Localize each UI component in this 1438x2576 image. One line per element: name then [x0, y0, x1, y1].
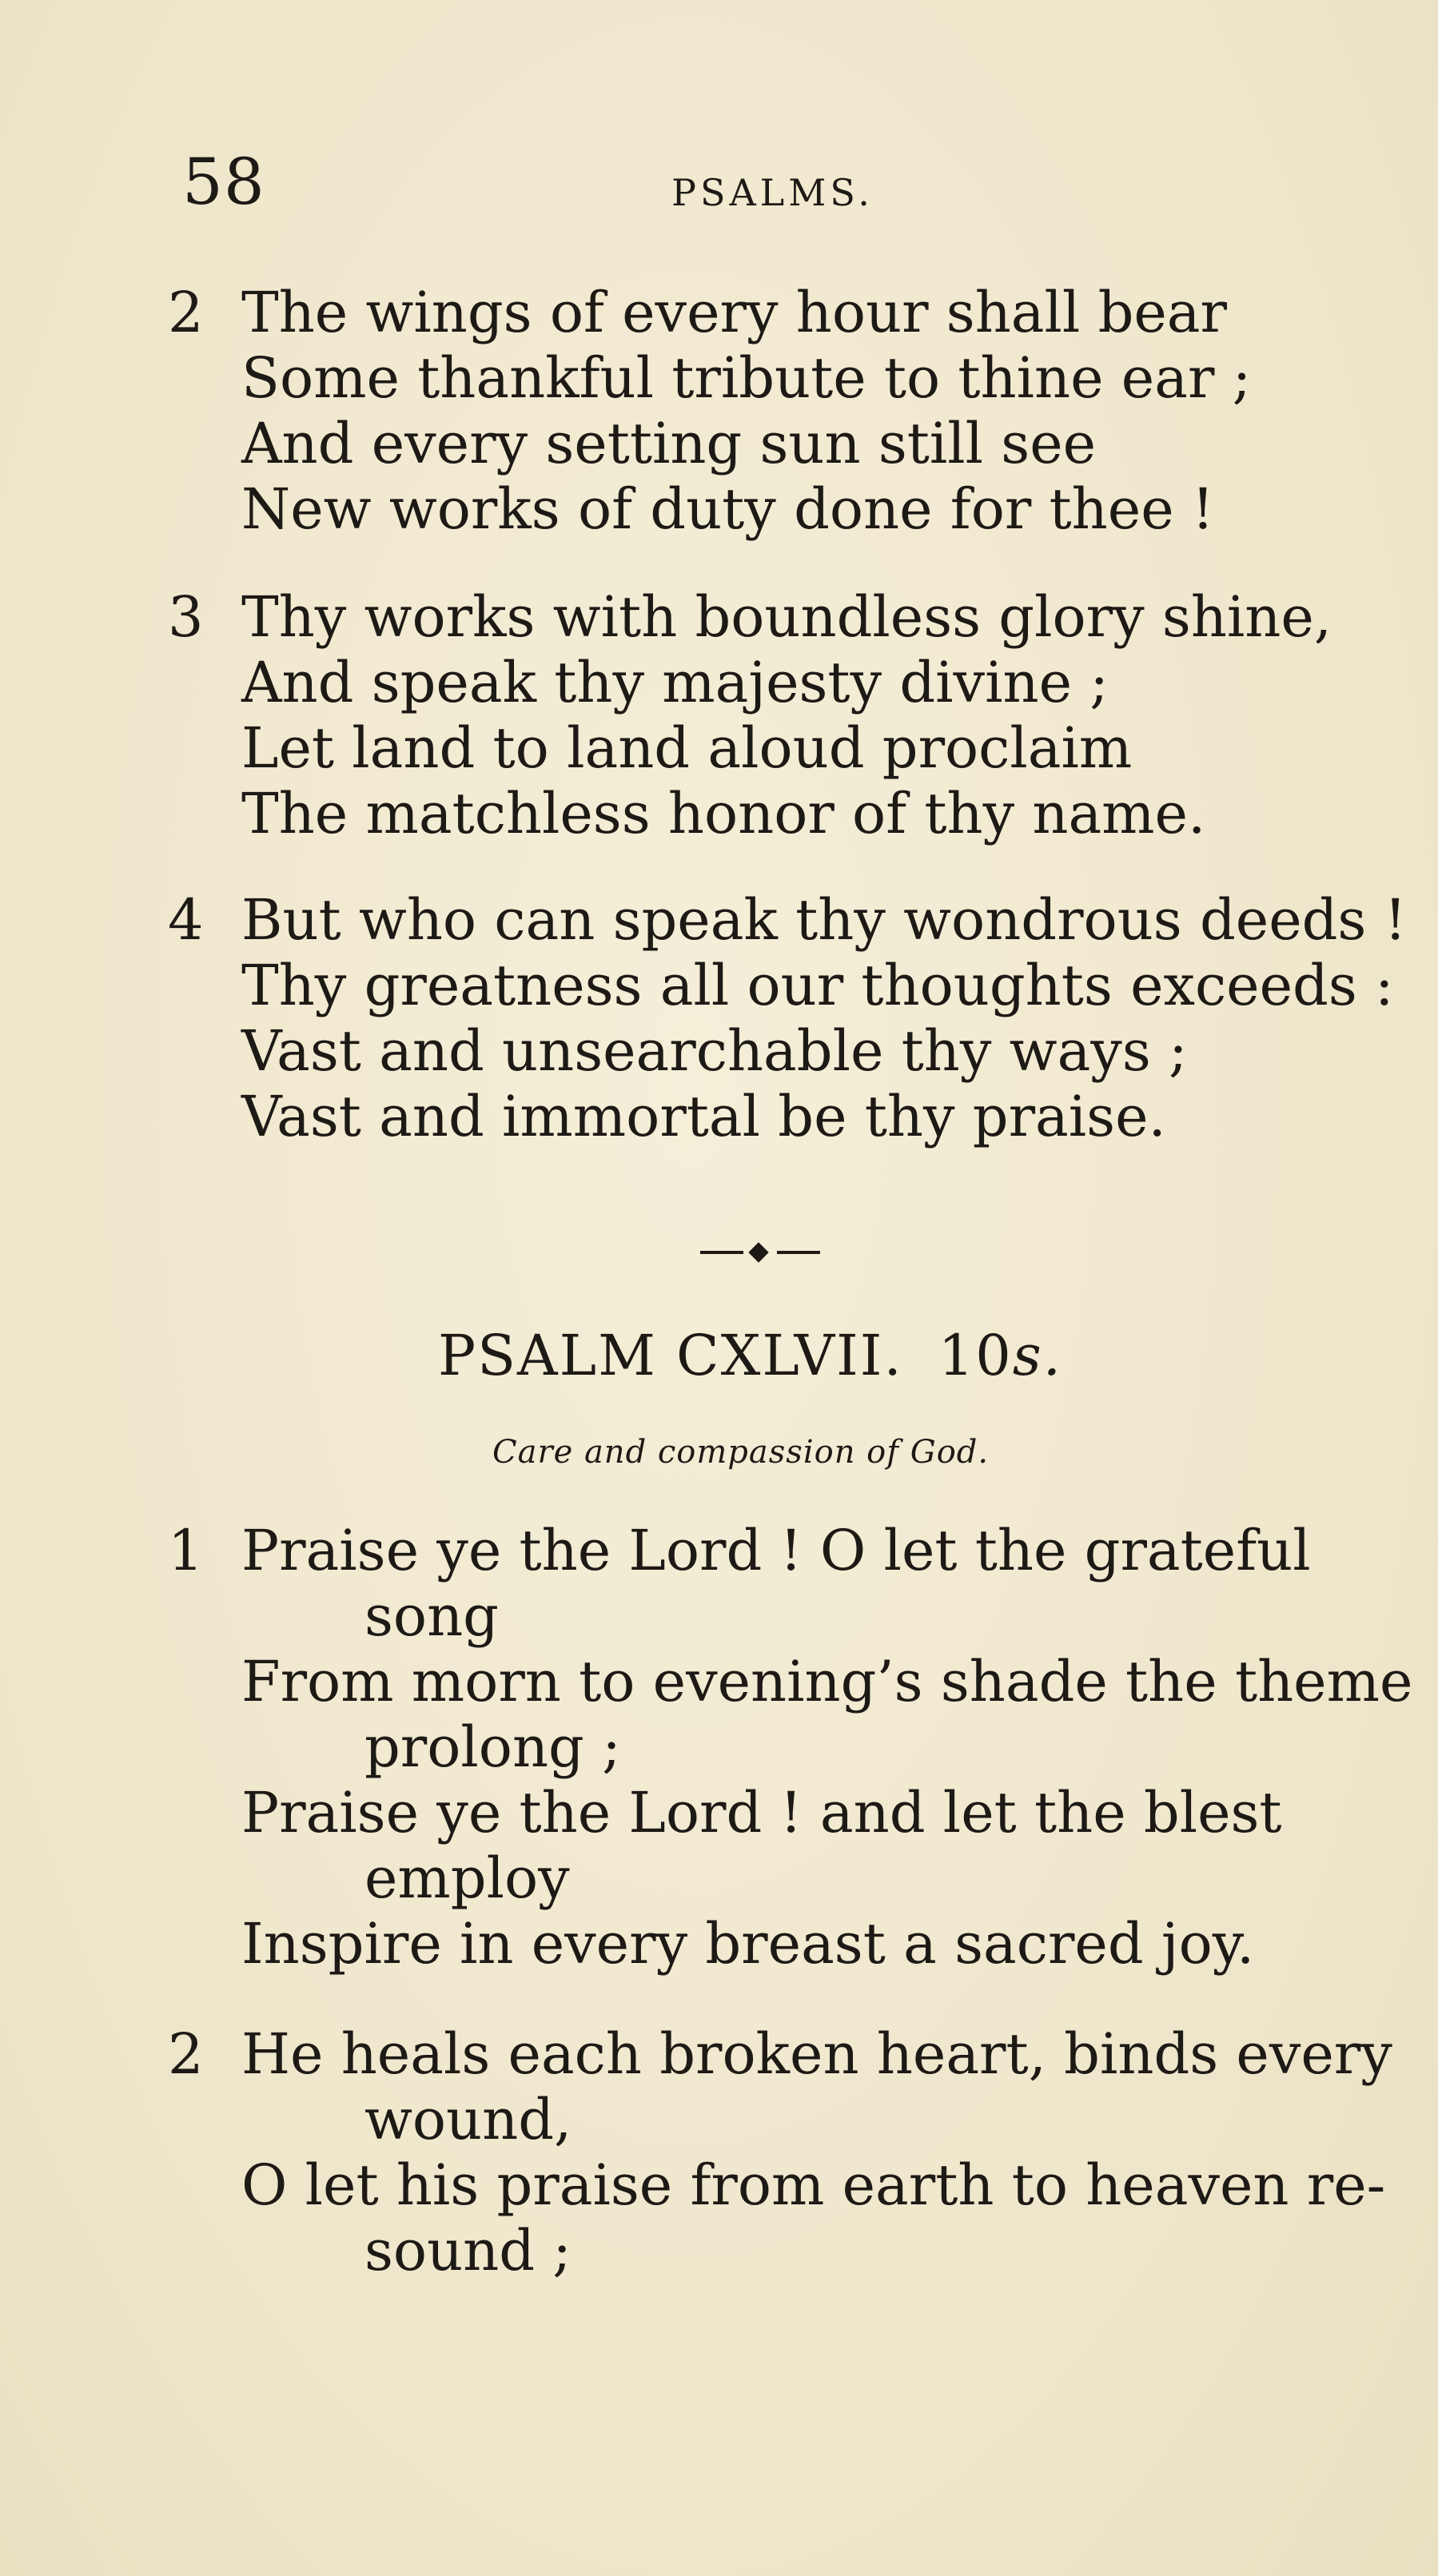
section-divider-ornament [700, 1243, 828, 1262]
meter-number: 10 [938, 1323, 1013, 1388]
verse-line: But who can speak thy wondrous deeds ! [241, 887, 1407, 953]
verse-line: Vast and immortal be thy praise. [241, 1084, 1166, 1149]
verse-line: Praise ye the Lord ! O let the grateful [241, 1518, 1311, 1583]
divider-rule [777, 1251, 820, 1254]
psalm-title: PSALM CXLVII. [438, 1323, 903, 1388]
verse-line: Thy works with boundless glory shine, [241, 584, 1332, 650]
verse-line: O let his praise from earth to heaven re- [241, 2152, 1386, 2218]
verse-line: Let land to land aloud proclaim [241, 715, 1133, 781]
verse-line-continuation: sound ; [364, 2218, 572, 2283]
verse-line: Praise ye the Lord ! and let the blest [241, 1780, 1282, 1845]
stanza-number: 1 [168, 1518, 204, 1583]
psalm-subtitle: Care and compassion of God. [492, 1434, 990, 1471]
verse-line: The matchless honor of thy name. [241, 781, 1206, 846]
verse-line: He heals each broken heart, binds every [241, 2021, 1392, 2087]
diamond-ornament-icon [748, 1242, 768, 1262]
verse-line: Some thankful tribute to thine ear ; [241, 345, 1252, 411]
stanza-number: 3 [168, 584, 204, 650]
verse-line: Thy greatness all our thoughts exceeds : [241, 953, 1394, 1018]
psalm-meter [938, 1323, 1062, 1388]
page-number: 58 [182, 145, 265, 219]
verse-line: Inspire in every breast a sacred joy. [241, 1911, 1255, 1977]
verse-line: From morn to evening’s shade the theme [241, 1649, 1413, 1714]
verse-line-continuation: song [364, 1583, 499, 1649]
meter-suffix: s. [1012, 1323, 1062, 1388]
verse-line-continuation: prolong ; [364, 1714, 621, 1780]
verse-line-continuation: wound, [364, 2087, 572, 2152]
verse-line: And speak thy majesty divine ; [241, 650, 1109, 715]
stanza-number: 2 [168, 2021, 204, 2087]
psalm-heading [438, 1323, 1062, 1388]
verse-line: Vast and unsearchable thy ways ; [241, 1018, 1188, 1084]
page-header [182, 145, 1141, 222]
verse-line: And every setting sun still see [241, 411, 1097, 476]
verse-line: New works of duty done for thee ! [241, 476, 1215, 542]
verse-line: The wings of every hour shall bear [241, 280, 1227, 345]
stanza-number: 4 [168, 887, 204, 953]
divider-rule [700, 1251, 743, 1254]
verse-line-continuation: employ [364, 1845, 570, 1911]
running-head: PSALMS. [671, 171, 874, 214]
stanza-number: 2 [168, 280, 204, 345]
